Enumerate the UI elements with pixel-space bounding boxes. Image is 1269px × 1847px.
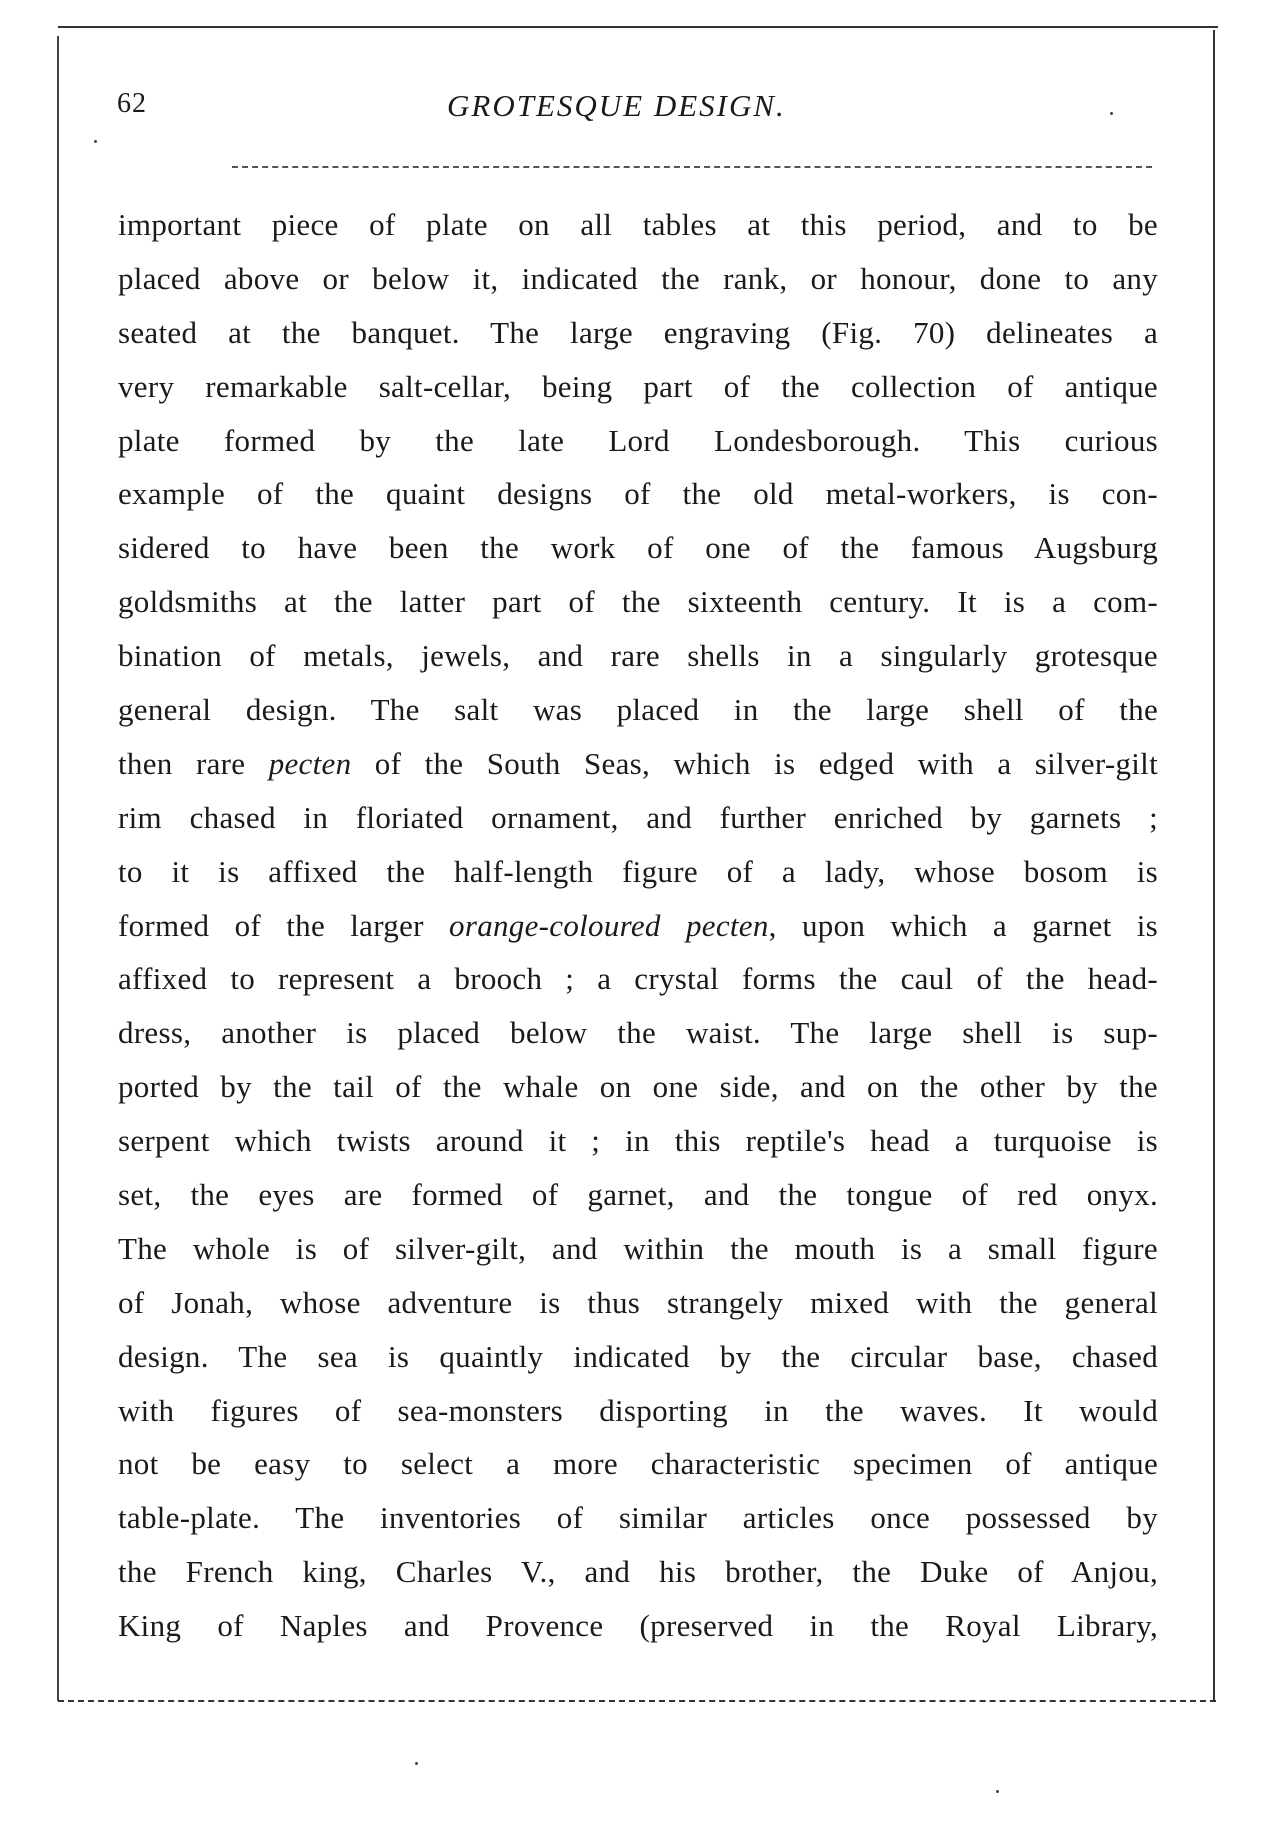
text-line bbox=[118, 306, 1158, 360]
scan-speck bbox=[415, 1762, 418, 1765]
text-line bbox=[118, 198, 1158, 252]
text-line bbox=[118, 575, 1158, 629]
text-run: not be easy to select a more characteristic specimen of antique bbox=[118, 1446, 1158, 1482]
text-run: formed of the larger bbox=[118, 907, 450, 943]
text-run: placed above or below it, indicated the rank, or honour, done to any bbox=[118, 260, 1158, 296]
page-header bbox=[117, 88, 1157, 128]
running-title: GROTESQUE DESIGN. bbox=[447, 88, 786, 123]
text-line bbox=[118, 1114, 1158, 1168]
text-line bbox=[118, 1384, 1158, 1438]
frame-left-rule bbox=[57, 36, 59, 1701]
text-line bbox=[118, 521, 1158, 575]
body-text bbox=[118, 198, 1158, 1653]
text-run: affixed to represent a brooch ; a crystal forms the caul of the head- bbox=[118, 961, 1158, 997]
text-run: the French king, Charles V., and his brother, the Duke of Anjou, bbox=[118, 1554, 1158, 1590]
text-run: of Jonah, whose adventure is thus strangely mixed with the general bbox=[118, 1284, 1158, 1320]
text-line bbox=[118, 414, 1158, 468]
text-line bbox=[118, 252, 1158, 306]
text-run: dress, another is placed below the waist. The large shell is sup- bbox=[118, 1015, 1158, 1051]
text-run: to it is affixed the half-length figure of a lady, whose bosom is bbox=[118, 853, 1158, 889]
italic-term: orange-coloured pecten bbox=[449, 907, 769, 943]
text-run: set, the eyes are formed of garnet, and the tongue of red onyx. bbox=[118, 1177, 1158, 1213]
text-run: seated at the banquet. The large engraving (Fig. 70) delineates a bbox=[118, 314, 1158, 350]
header-rule bbox=[232, 166, 1152, 168]
text-run: example of the quaint designs of the old metal-workers, is con- bbox=[118, 476, 1158, 512]
text-line bbox=[118, 1222, 1158, 1276]
scan-speck bbox=[1110, 112, 1113, 115]
text-line bbox=[118, 1599, 1158, 1653]
text-run: serpent which twists around it ; in this reptile's head a turquoise is bbox=[118, 1123, 1158, 1159]
text-line bbox=[118, 1545, 1158, 1599]
text-line bbox=[118, 629, 1158, 683]
text-run: bination of metals, jewels, and rare shells in a singularly grotesque bbox=[118, 638, 1158, 674]
text-run: plate formed by the late Lord Londesborough. This curious bbox=[118, 422, 1158, 458]
text-run: of the South Seas, which is edged with a silver-gilt bbox=[351, 745, 1158, 781]
text-run: sidered to have been the work of one of the famous Augsburg bbox=[118, 530, 1158, 566]
text-run: table-plate. The inventories of similar articles once possessed by bbox=[118, 1500, 1158, 1536]
text-run: goldsmiths at the latter part of the sixteenth century. It is a com- bbox=[118, 584, 1158, 620]
text-run: , upon which a garnet is bbox=[768, 907, 1159, 943]
text-line bbox=[118, 1491, 1158, 1545]
page-number: 62 bbox=[117, 88, 147, 119]
scan-speck bbox=[94, 140, 97, 143]
text-line bbox=[118, 683, 1158, 737]
frame-bottom-rule bbox=[58, 1700, 1216, 1702]
text-run: The whole is of silver-gilt, and within the mouth is a small figure bbox=[118, 1230, 1158, 1266]
text-line bbox=[118, 1168, 1158, 1222]
text-line bbox=[118, 791, 1158, 845]
text-line bbox=[118, 1006, 1158, 1060]
text-line bbox=[118, 467, 1158, 521]
text-line bbox=[118, 952, 1158, 1006]
text-line bbox=[118, 899, 1158, 953]
text-line bbox=[118, 1276, 1158, 1330]
text-run: very remarkable salt-cellar, being part of the collection of antique bbox=[118, 368, 1158, 404]
text-line bbox=[118, 1330, 1158, 1384]
text-line bbox=[118, 1060, 1158, 1114]
text-run: general design. The salt was placed in the large shell of the bbox=[118, 692, 1158, 728]
text-run: rim chased in floriated ornament, and further enriched by garnets ; bbox=[118, 799, 1158, 835]
scan-speck bbox=[996, 1790, 999, 1793]
text-run: design. The sea is quaintly indicated by the circular base, chased bbox=[118, 1338, 1158, 1374]
text-line bbox=[118, 737, 1158, 791]
frame-top-rule bbox=[58, 26, 1218, 28]
text-run: King of Naples and Provence (preserved in the Royal Library, bbox=[118, 1608, 1158, 1644]
text-line bbox=[118, 845, 1158, 899]
frame-right-rule bbox=[1213, 30, 1215, 1702]
text-run: ported by the tail of the whale on one side, and on the other by the bbox=[118, 1069, 1158, 1105]
text-run: with figures of sea-monsters disporting in the waves. It would bbox=[118, 1392, 1158, 1428]
text-run: important piece of plate on all tables at this period, and to be bbox=[118, 207, 1158, 242]
text-run: then rare bbox=[118, 745, 269, 781]
italic-term: pecten bbox=[268, 745, 352, 781]
text-line bbox=[118, 360, 1158, 414]
text-line bbox=[118, 1437, 1158, 1491]
